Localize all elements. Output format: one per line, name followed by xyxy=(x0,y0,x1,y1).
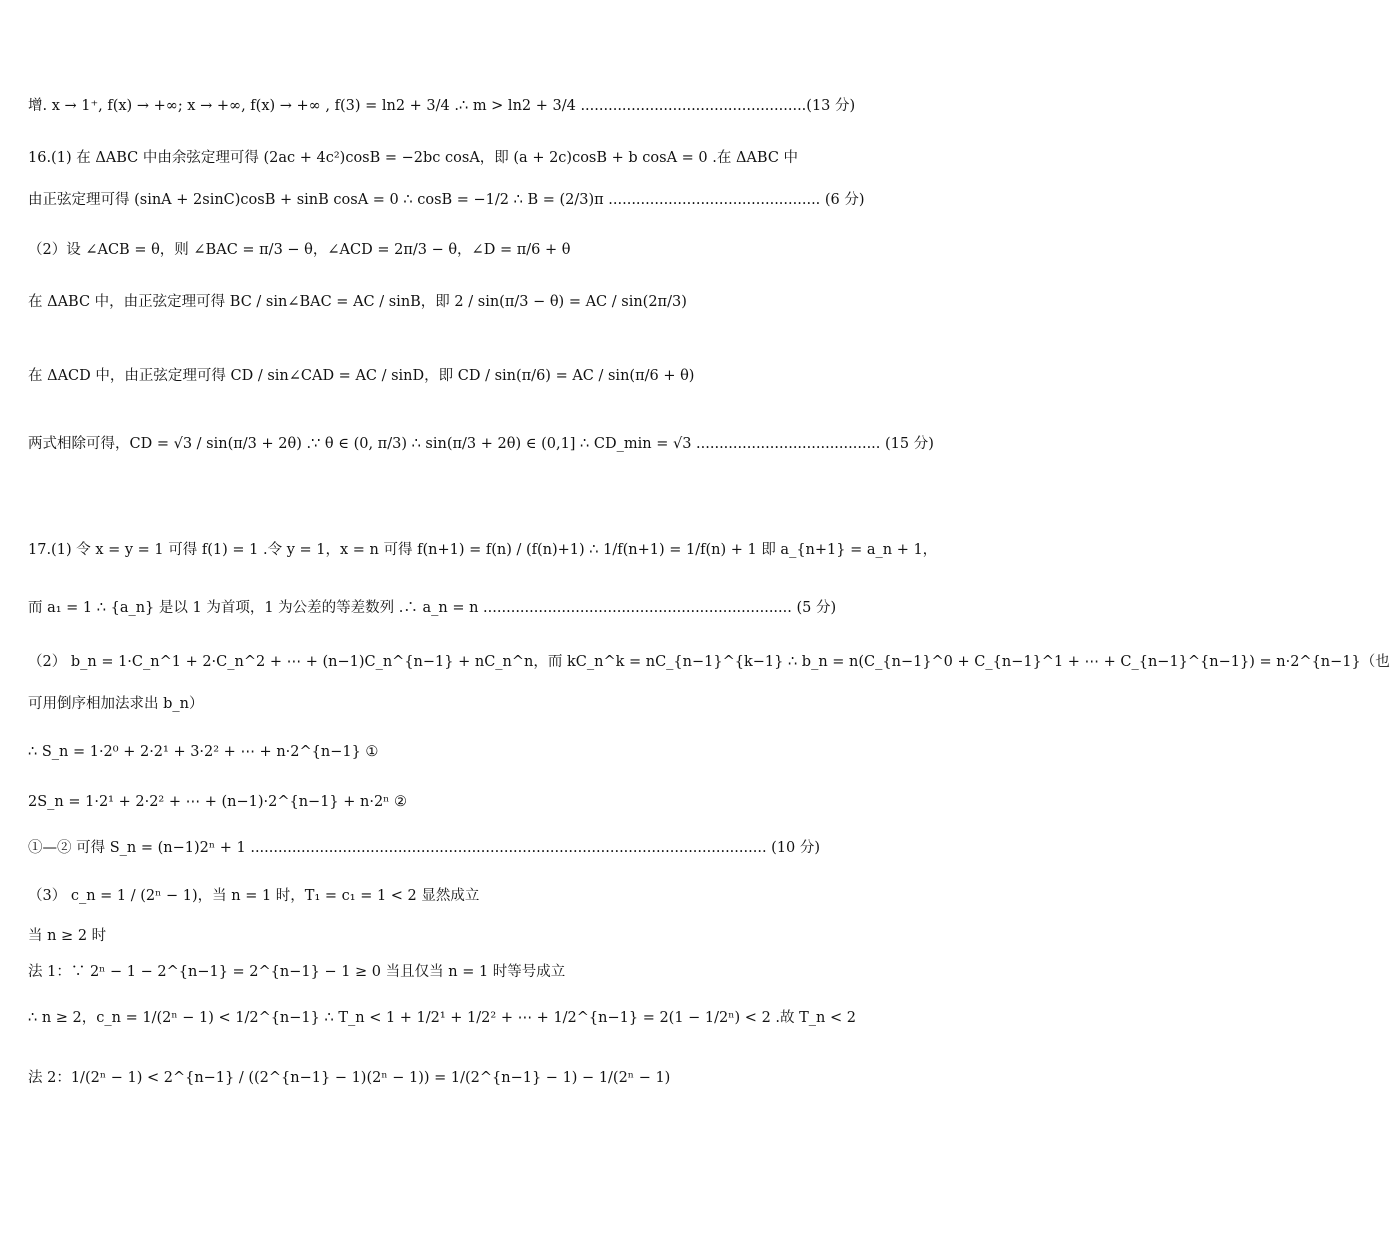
doc-line-1: 增. x → 1⁺, f(x) → +∞; x → +∞, f(x) → +∞ , f(3) = ln2 + 3/4 .∴ m > ln2 + 3/4 .................................................(13 分) xyxy=(28,98,856,114)
doc-line-10: （2） b_n = 1·C_n^1 + 2·C_n^2 + ⋯ + (n−1)C_n^{n−1} + nC_n^n，而 kC_n^k = nC_{n−1}^{k−1} ∴ b_n = n(C_{n−1}^0 + C_{n−1}^1 + ⋯ + C_{n−1}^{n−1}) = n·2^{n−1}（也 xyxy=(28,654,1390,670)
doc-line-16: 当 n ≥ 2 时 xyxy=(28,928,107,944)
doc-line-2: 16.(1) 在 ΔABC 中由余弦定理可得 (2ac + 4c²)cosB = −2bc cosA，即 (a + 2c)cosB + b cosA = 0 .在 ΔABC 中 xyxy=(28,150,799,166)
doc-line-11: 可用倒序相加法求出 b_n） xyxy=(28,696,204,712)
doc-line-15: （3） c_n = 1 / (2ⁿ − 1)，当 n = 1 时，T₁ = c₁ = 1 < 2 显然成立 xyxy=(28,888,480,904)
doc-line-17: 法 1：∵ 2ⁿ − 1 − 2^{n−1} = 2^{n−1} − 1 ≥ 0 当且仅当 n = 1 时等号成立 xyxy=(28,964,566,980)
doc-line-5: 在 ΔABC 中，由正弦定理可得 BC / sin∠BAC = AC / sinB，即 2 / sin(π/3 − θ) = AC / sin(2π/3) xyxy=(28,294,687,310)
doc-line-19: 法 2：1/(2ⁿ − 1) < 2^{n−1} / ((2^{n−1} − 1)(2ⁿ − 1)) = 1/(2^{n−1} − 1) − 1/(2ⁿ − 1) xyxy=(28,1070,671,1086)
doc-line-14: ①—② 可得 S_n = (n−1)2ⁿ + 1 ................................................................................................................ (10 分) xyxy=(28,840,821,856)
doc-line-12: ∴ S_n = 1·2⁰ + 2·2¹ + 3·2² + ⋯ + n·2^{n−1} ① xyxy=(28,744,379,760)
doc-line-7: 两式相除可得，CD = √3 / sin(π/3 + 2θ) .∵ θ ∈ (0, π/3) ∴ sin(π/3 + 2θ) ∈ (0,1] ∴ CD_min = √3 ........................................ (15 分) xyxy=(28,436,934,452)
doc-line-9: 而 a₁ = 1 ∴ {a_n} 是以 1 为首项，1 为公差的等差数列 .∴ a_n = n ................................................................... (5 分) xyxy=(28,600,837,616)
doc-line-8: 17.(1) 令 x = y = 1 可得 f(1) = 1 .令 y = 1，x = n 可得 f(n+1) = f(n) / (f(n)+1) ∴ 1/f(n+1) = 1/f(n) + 1 即 a_{n+1} = a_n + 1， xyxy=(28,542,938,558)
doc-line-18: ∴ n ≥ 2，c_n = 1/(2ⁿ − 1) < 1/2^{n−1} ∴ T_n < 1 + 1/2¹ + 1/2² + ⋯ + 1/2^{n−1} = 2(1 − 1/2ⁿ) < 2 .故 T_n < 2 xyxy=(28,1010,856,1026)
doc-line-13: 2S_n = 1·2¹ + 2·2² + ⋯ + (n−1)·2^{n−1} + n·2ⁿ ② xyxy=(28,794,408,810)
doc-line-6: 在 ΔACD 中，由正弦定理可得 CD / sin∠CAD = AC / sinD，即 CD / sin(π/6) = AC / sin(π/6 + θ) xyxy=(28,368,695,384)
doc-line-3: 由正弦定理可得 (sinA + 2sinC)cosB + sinB cosA = 0 ∴ cosB = −1/2 ∴ B = (2/3)π .............................................. (6 分) xyxy=(28,192,865,208)
doc-line-4: （2）设 ∠ACB = θ，则 ∠BAC = π/3 − θ，∠ACD = 2π/3 − θ，∠D = π/6 + θ xyxy=(28,242,571,258)
